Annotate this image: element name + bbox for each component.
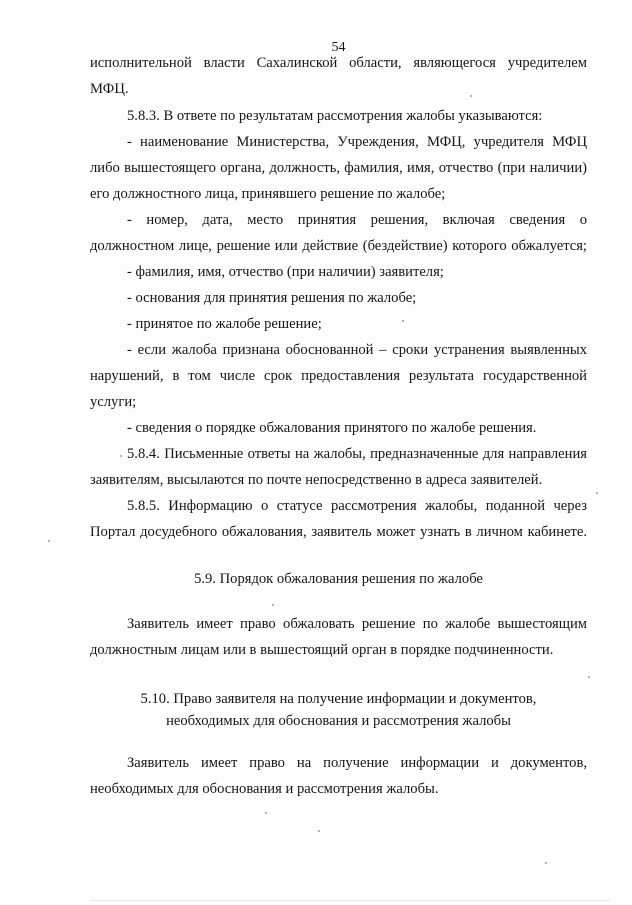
paragraph-line: МФЦ. bbox=[90, 81, 129, 97]
section-heading: 5.9. Порядок обжалования решения по жалобе bbox=[194, 571, 483, 587]
scan-speck bbox=[48, 540, 50, 542]
paragraph-line: необходимых для обоснования и рассмотрения жалобы. bbox=[90, 781, 439, 797]
list-item-line: услуги; bbox=[90, 394, 137, 410]
scan-speck bbox=[265, 812, 267, 814]
scan-speck bbox=[596, 492, 598, 494]
list-item-line: - наименование Министерства, Учреждения, МФЦ, учредителя МФЦ bbox=[127, 134, 587, 150]
paragraph-line: должностным лицам или в вышестоящий орган в порядке подчиненности. bbox=[90, 642, 554, 658]
list-item-line: - принятое по жалобе решение; bbox=[127, 316, 322, 332]
scan-speck bbox=[120, 455, 122, 457]
list-item-line: нарушений, в том числе срок предоставления результата государственной bbox=[90, 368, 587, 384]
scan-speck bbox=[545, 862, 547, 864]
list-item-line: либо вышестоящего органа, должность, фамилия, имя, отчество (при наличии) bbox=[90, 160, 587, 176]
list-item-line: - сведения о порядке обжалования принятого по жалобе решения. bbox=[127, 420, 537, 436]
paragraph-line: 5.8.5. Информацию о статусе рассмотрения жалобы, поданной через bbox=[127, 498, 587, 514]
paragraph-line: заявителям, высылаются по почте непосредственно в адреса заявителей. bbox=[90, 472, 543, 488]
list-item-line: - если жалоба признана обоснованной – сроки устранения выявленных bbox=[127, 342, 587, 358]
section-heading: 5.10. Право заявителя на получение информации и документов, bbox=[140, 691, 537, 707]
scan-speck bbox=[318, 830, 320, 832]
list-item-line: - основания для принятия решения по жалобе; bbox=[127, 290, 417, 306]
scan-speck bbox=[402, 320, 404, 322]
scan-speck bbox=[470, 95, 472, 97]
page-edge-shadow bbox=[90, 900, 610, 901]
page-number: 54 bbox=[331, 40, 346, 55]
list-item-line: - фамилия, имя, отчество (при наличии) заявителя; bbox=[127, 264, 444, 280]
paragraph-line: Заявитель имеет право обжаловать решение по жалобе вышестоящим bbox=[127, 616, 587, 632]
paragraph-line: исполнительной власти Сахалинской области, являющегося учредителем bbox=[90, 55, 587, 71]
list-item-line: его должностного лица, принявшего решение по жалобе; bbox=[90, 186, 446, 202]
list-item-line: должностном лице, решение или действие (бездействие) которого обжалуется; bbox=[90, 238, 587, 254]
paragraph-line: Заявитель имеет право на получение информации и документов, bbox=[127, 755, 587, 771]
paragraph-line: 5.8.3. В ответе по результатам рассмотрения жалобы указываются: bbox=[127, 108, 543, 124]
scan-speck bbox=[588, 676, 590, 678]
section-heading: необходимых для обоснования и рассмотрения жалобы bbox=[166, 713, 511, 729]
scan-speck bbox=[272, 604, 274, 606]
list-item-line: - номер, дата, место принятия решения, включая сведения о bbox=[127, 212, 587, 228]
paragraph-line: Портал досудебного обжалования, заявитель может узнать в личном кабинете. bbox=[90, 524, 587, 540]
paragraph-line: 5.8.4. Письменные ответы на жалобы, предназначенные для направления bbox=[127, 446, 587, 462]
